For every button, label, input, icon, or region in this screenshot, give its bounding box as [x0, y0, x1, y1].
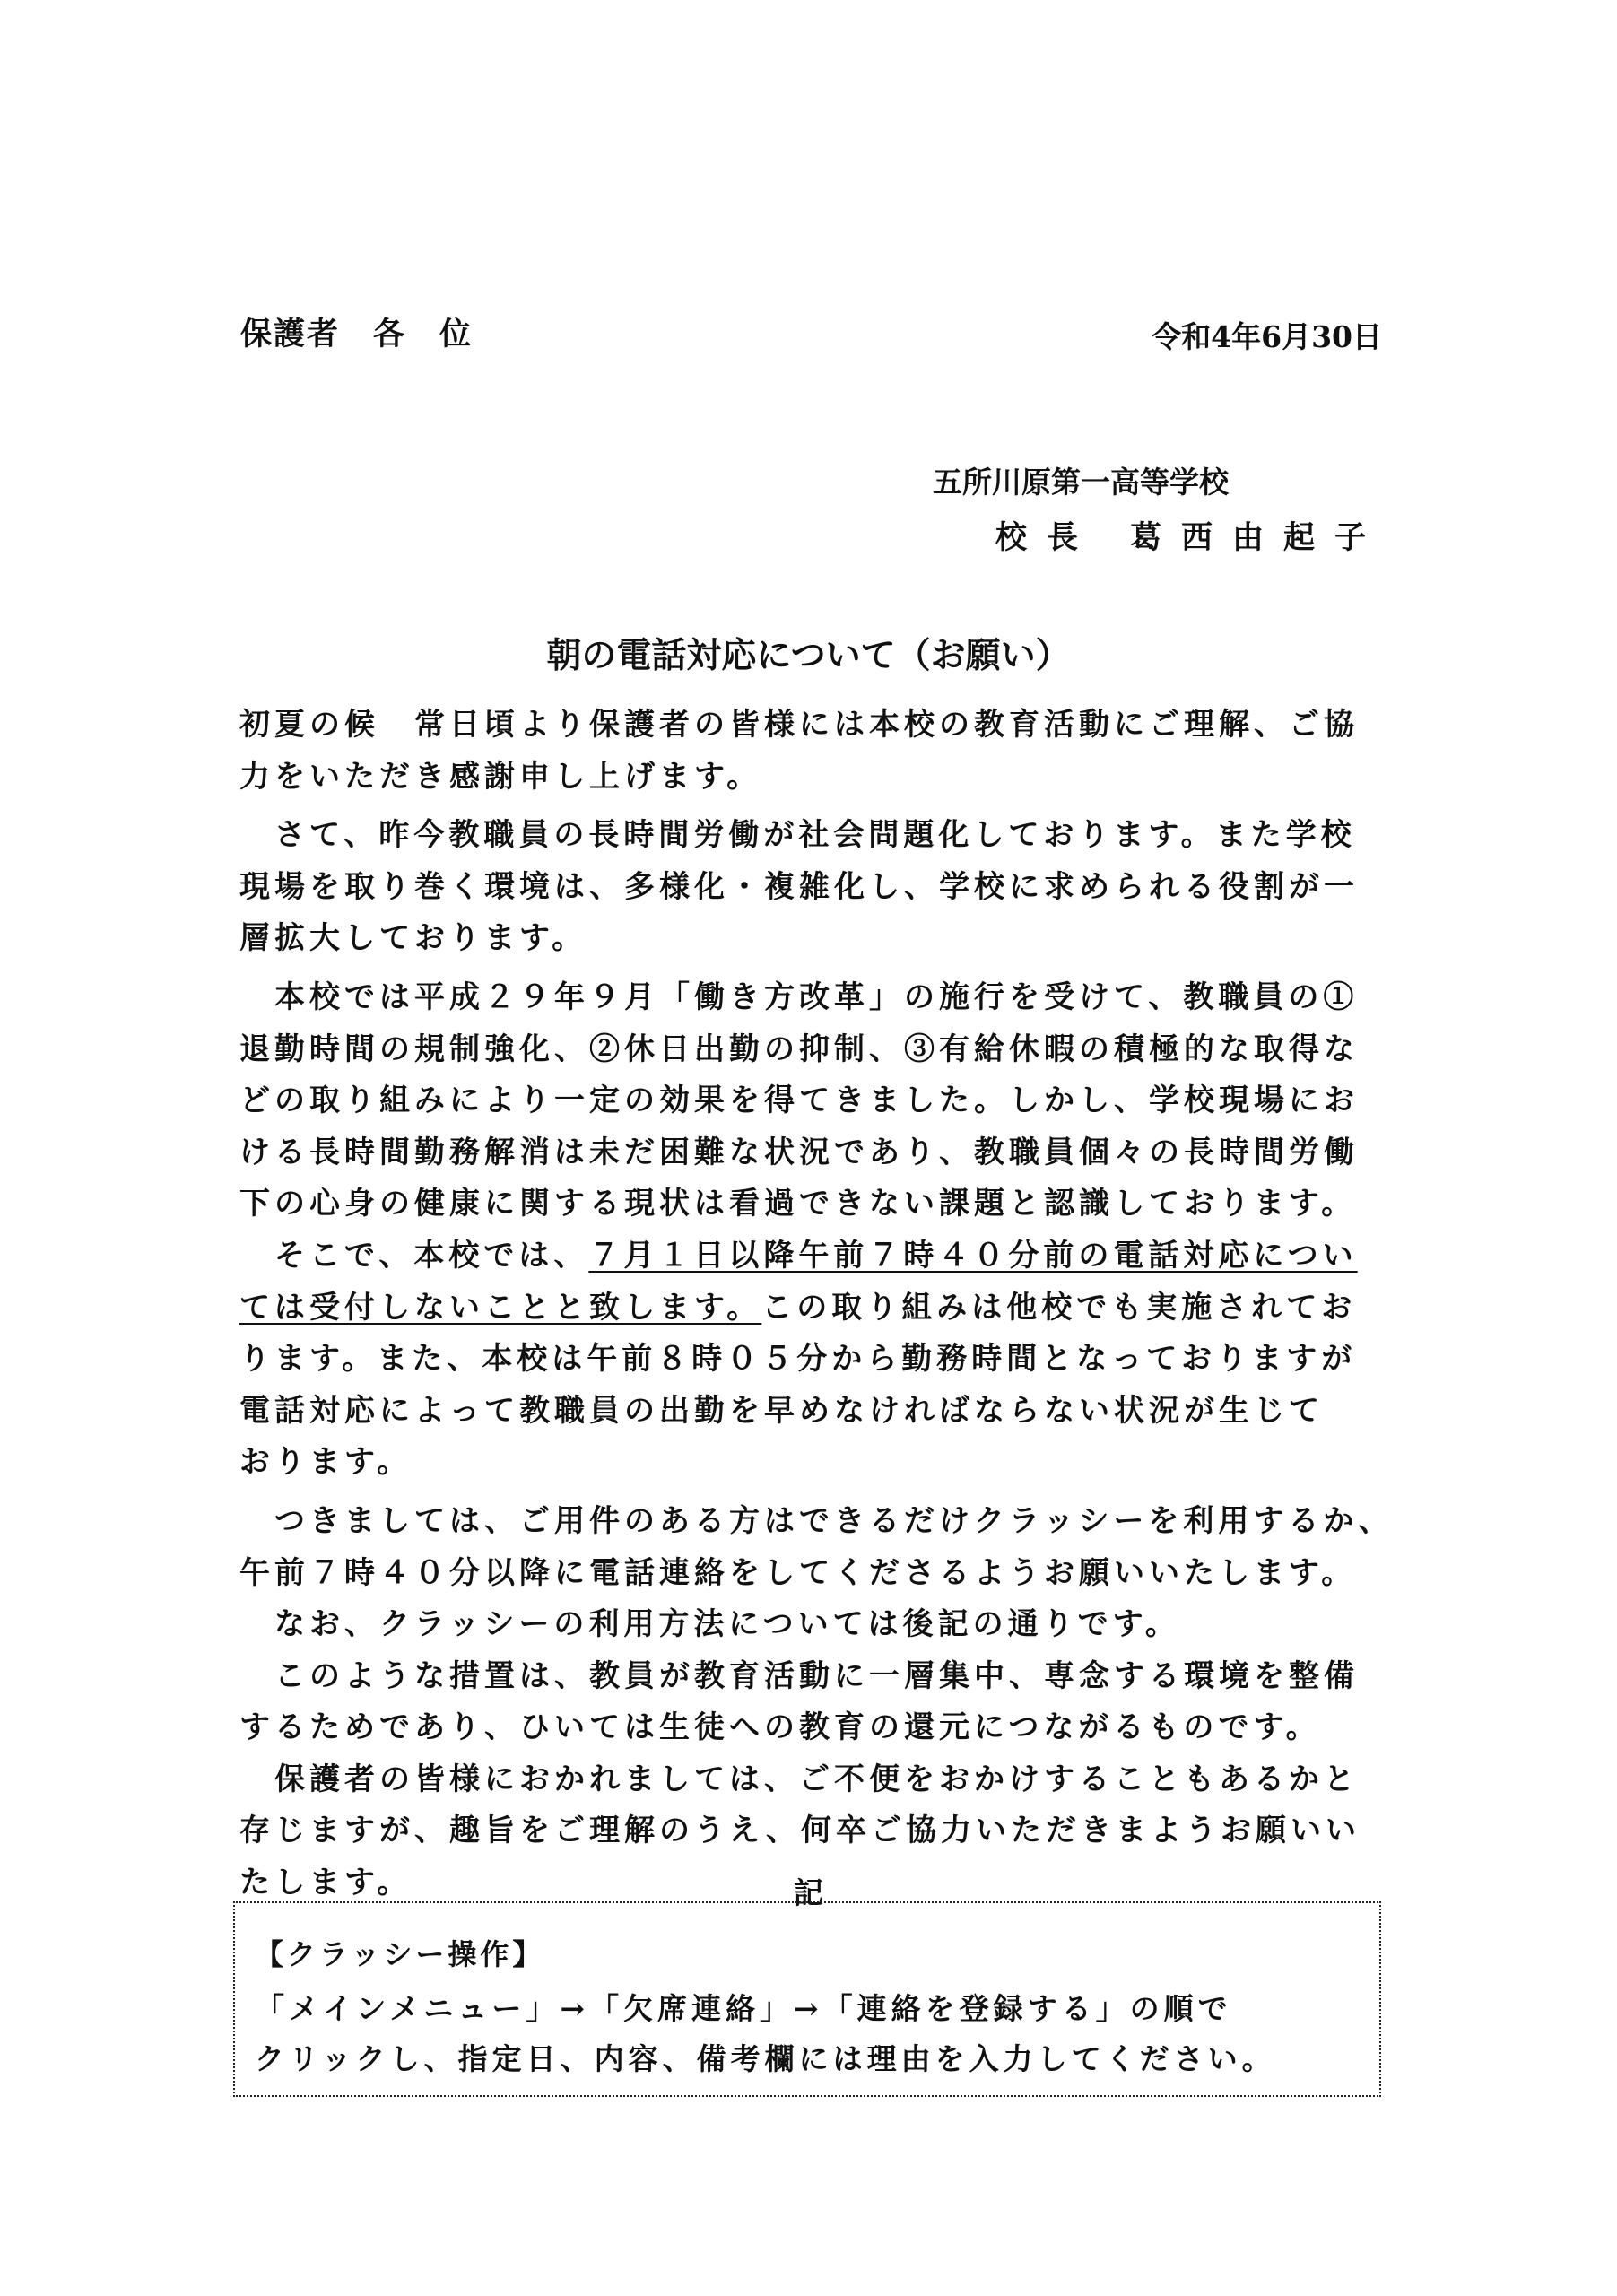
body-line: 現場を取り巻く環境は、多様化・複雑化し、学校に求められる役割が一 [239, 868, 1359, 905]
document-title: 朝の電話対応について（お願い） [546, 635, 1071, 676]
body-line: つきましては、ご用件のある方はできるだけクラッシーを利用するか、 [239, 1502, 1394, 1539]
note-mark: 記 [794, 1875, 823, 1910]
underlined-notice: ７月１日以降午前７時４０分前の電話対応につい [588, 1237, 1358, 1274]
addressee: 保護者 各 位 [240, 316, 474, 352]
body-text-segment: この取り組みは他校でも実施されてお [761, 1289, 1357, 1326]
body-line: おります。 [239, 1444, 413, 1481]
body-line: 電話対応によって教職員の出勤を早めなければならない状況が生じて [239, 1392, 1324, 1429]
principal-signature [995, 513, 1386, 558]
underlined-notice: ては受付しないことと致します。 [239, 1289, 762, 1326]
body-line: 層拡大しております。 [239, 920, 587, 957]
body-line: 力をいただき感謝申し上げます。 [239, 758, 762, 795]
principal-name: 葛西由起子 [1130, 519, 1387, 556]
principal-title: 校長 [995, 519, 1099, 556]
body-line: どの取り組みにより一定の効果を得てきました。しかし、学校現場にお [239, 1083, 1359, 1119]
body-line: 本校では平成２９年９月「働き方改革」の施行を受けて、教職員の① [239, 978, 1359, 1015]
body-line: さて、昨今教職員の長時間労働が社会問題化しております。また学校 [239, 817, 1356, 854]
body-line [239, 1283, 1396, 1335]
body-line: ります。また、本校は午前８時０５分から勤務時間となっておりますが [239, 1341, 1357, 1378]
body-line [239, 1231, 1396, 1283]
body-line: するためであり、ひいては生徒への教育の還元につながるものです。 [239, 1709, 1321, 1746]
school-name: 五所川原第一高等学校 [933, 465, 1229, 500]
body-line: 下の心身の健康に関する現状は看過できない課題と認識しております。 [239, 1186, 1357, 1222]
letter-body [239, 700, 1396, 1909]
notice-box-heading: 【クラッシー操作】 [255, 1937, 545, 1971]
body-line: 退勤時間の規制強化、②休日出勤の抑制、③有給休暇の積極的な取得な [239, 1031, 1359, 1067]
body-line: 保護者の皆様におかれましては、ご不便をおかけすることもあるかと [239, 1761, 1359, 1797]
body-line: たします。 [239, 1865, 413, 1901]
body-line: 初夏の候 常日頃より保護者の皆様には本校の教育活動にご理解、ご協 [239, 707, 1359, 743]
body-line: 存じますが、趣旨をご理解のうえ、何卒ご協力いただきまようお願いい [239, 1813, 1361, 1849]
notice-box [233, 1901, 1381, 2097]
notice-box-line: 「メインメニュー」→「欠席連絡」→「連絡を登録する」の順で [255, 1991, 1232, 2026]
body-line: 午前７時４０分以降に電話連絡をしてくださるようお願いいたします。 [239, 1554, 1357, 1591]
notice-box-line: クリックし、指定日、内容、備考欄には理由を入力してください。 [255, 2041, 1276, 2076]
body-line: なお、クラッシーの利用方法については後記の通りです。 [239, 1606, 1180, 1643]
body-line: このような措置は、教員が教育活動に一層集中、専念する環境を整備 [239, 1657, 1359, 1694]
body-line: ける長時間勤務解消は未だ困難な状況であり、教職員個々の長時間労働 [239, 1134, 1359, 1170]
body-text-segment: そこで、本校では、 [239, 1237, 589, 1274]
document-date: 令和4年6月30日 [1152, 319, 1382, 354]
